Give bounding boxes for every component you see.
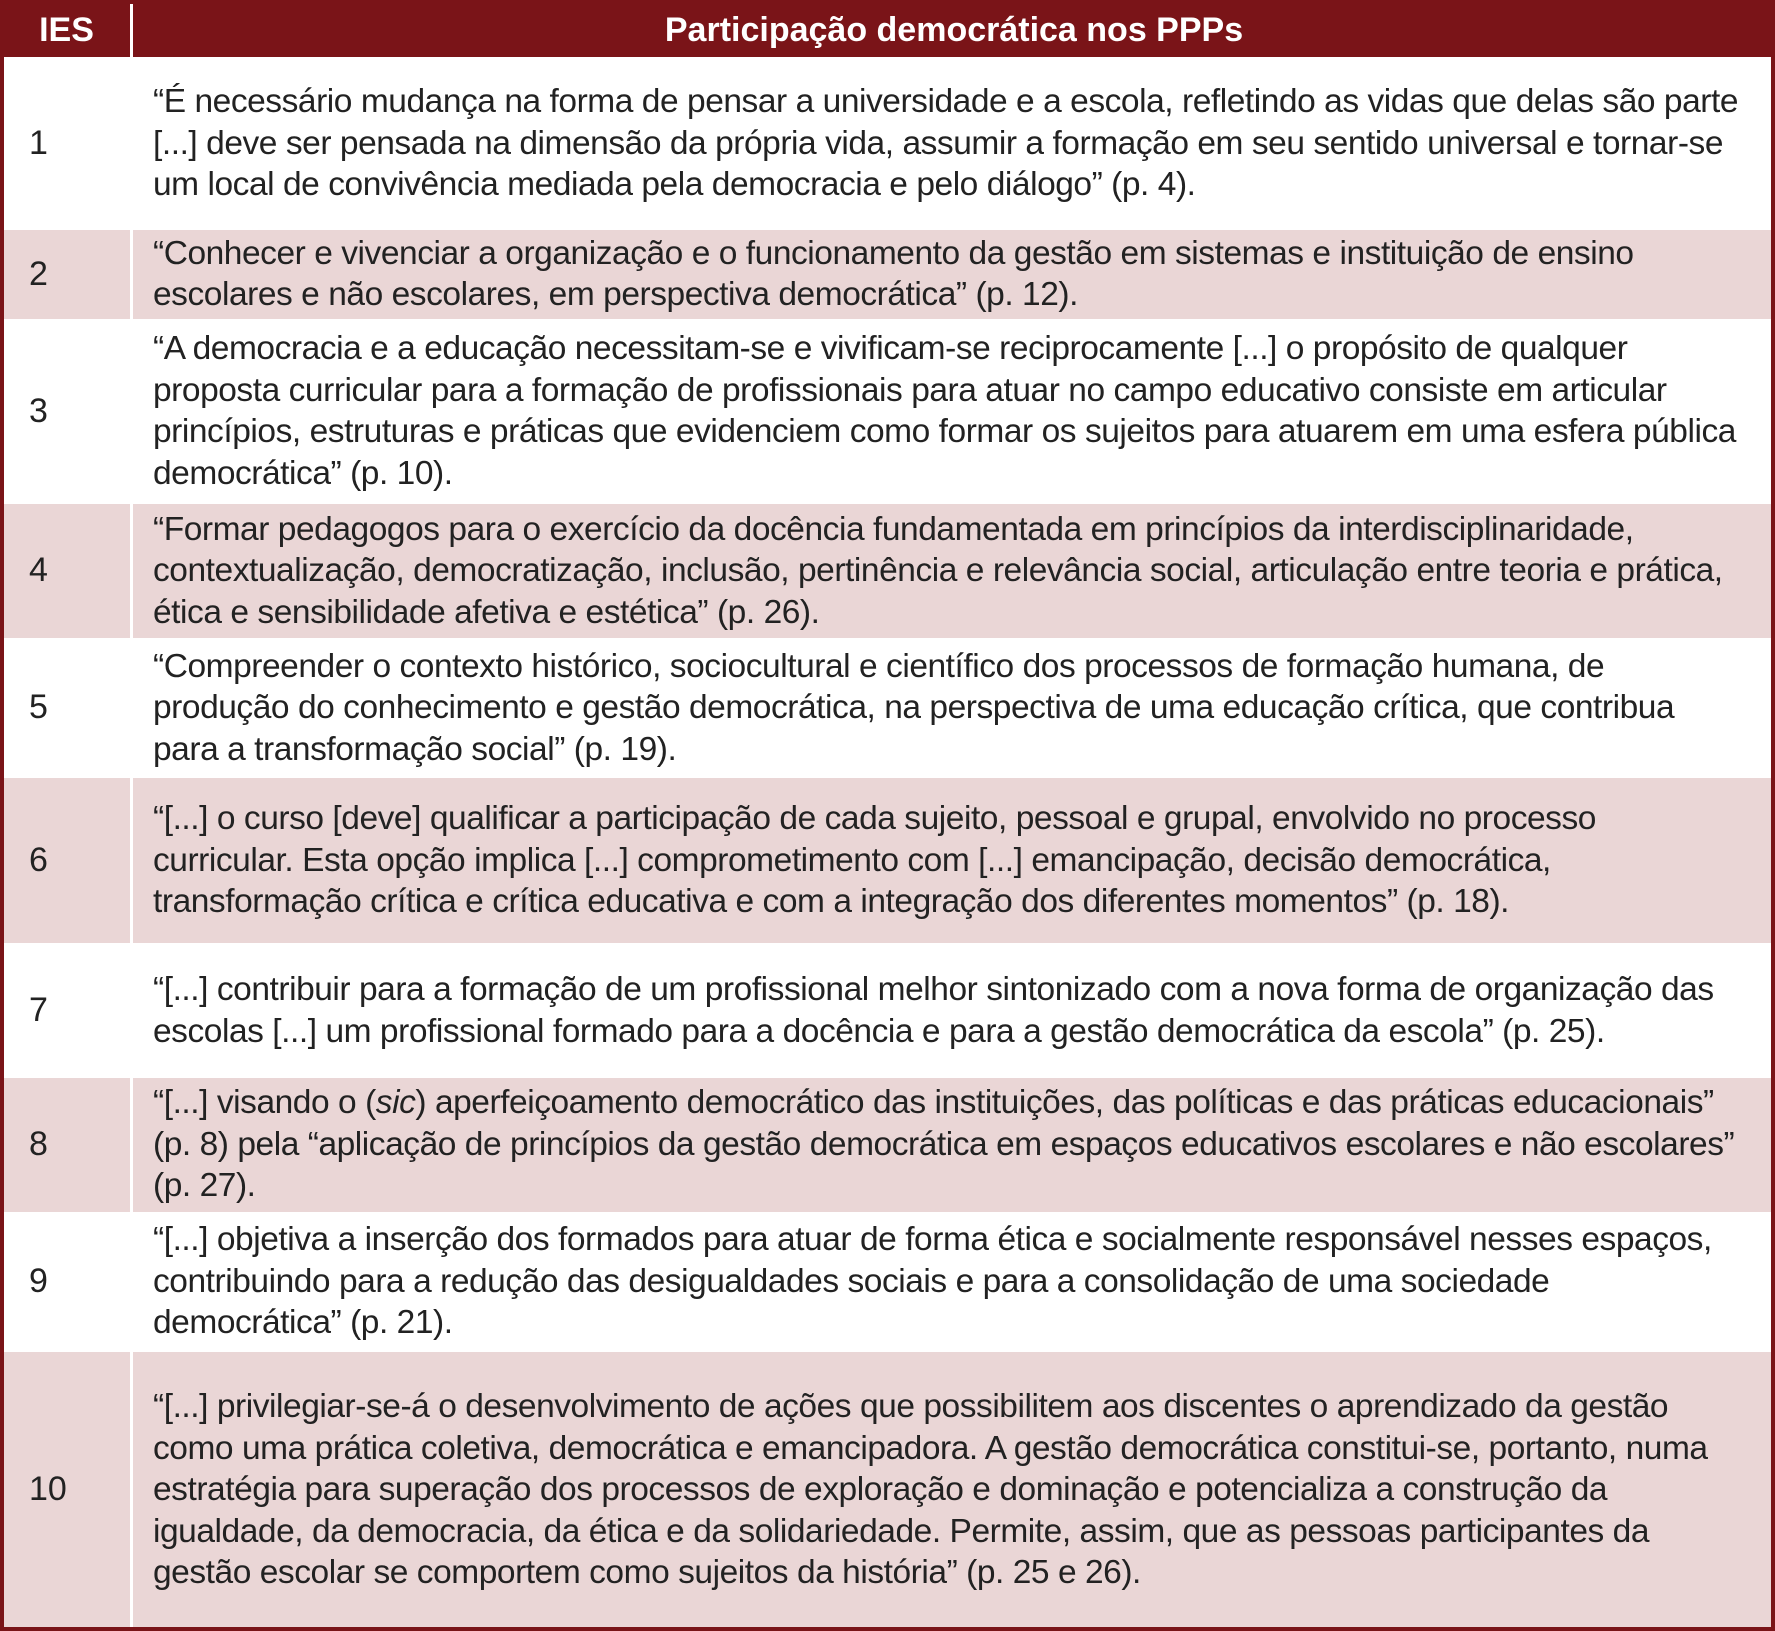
header-ies: IES [2, 2, 132, 59]
quote-cell [132, 59, 1775, 229]
quote-text: “[...] privilegiar-se-á o desenvolvimento de ações que possibilitem aos discentes o aprendizado da gestão como uma prática coletiva, democrática e emancipadora. A gestão democrática constitui-se, portanto, numa estratégia para superação dos processos de exploração e dominação e potencializa a construção da igualdade, da democracia, da ética e da solidariedade. Permite, assim, que as pessoas participantes da gestão escolar se comportem como sujeitos da história” (p. 25 e 26). [153, 1388, 1708, 1592]
table-body [2, 59, 1775, 1630]
table-row [2, 321, 1775, 503]
ies-cell: 5 [2, 639, 132, 776]
header-participacao: Participação democrática nos PPPs [132, 2, 1775, 59]
ies-cell: 2 [2, 228, 132, 320]
quote-cell [132, 502, 1775, 639]
ies-cell: 7 [2, 945, 132, 1076]
quote-text: “[...] o curso [deve] qualificar a participação de cada sujeito, pessoal e grupal, envolvido no processo curricular. Esta opção implica [...] comprometimento com [...] emancipação, decisão democrática, transformação crítica e crítica educativa e com a integração dos diferentes momentos” (p. 18). [153, 800, 1596, 921]
quote-cell [132, 1213, 1775, 1350]
quote-cell [132, 639, 1775, 776]
quote-cell [132, 321, 1775, 503]
quote-text: ) aperfeiçoamento democrático das instituições, das políticas e das práticas educacionais” (p. 8) pela “aplicação de princípios da gestão democrática em espaços educativos escolares e não escolares” (p. 27). [153, 1084, 1735, 1205]
italic-text: sic [375, 1084, 416, 1122]
quote-cell [132, 776, 1775, 945]
quote-cell [132, 228, 1775, 320]
ies-cell: 9 [2, 1213, 132, 1350]
quote-text: “Compreender o contexto histórico, sociocultural e científico dos processos de formação humana, de produção do conhecimento e gestão democrática, na perspectiva de uma educação crítica, que contribua para a transformação social” (p. 19). [153, 647, 1675, 768]
table-row [2, 776, 1775, 945]
quote-cell [132, 1076, 1775, 1213]
ies-cell: 3 [2, 321, 132, 503]
quote-text: “[...] objetiva a inserção dos formados para atuar de forma ética e socialmente responsável nesses espaços, contribuindo para a redução das desigualdades sociais e para a consolidação de uma sociedade democrática” (p. 21). [153, 1221, 1712, 1342]
table-row [2, 59, 1775, 229]
table-row [2, 228, 1775, 320]
table-row [2, 1350, 1775, 1629]
quote-text: “[...] visando o ( [153, 1084, 376, 1122]
table-row [2, 1213, 1775, 1350]
ies-cell: 10 [2, 1350, 132, 1629]
header-row [2, 2, 1775, 59]
quote-text: “É necessário mudança na forma de pensar a universidade e a escola, refletindo as vidas que delas são parte [...] deve ser pensada na dimensão da própria vida, assumir a formação em seu sentido universal e tornar-se um local de convivência mediada pela democracia e pelo diálogo” (p. 4). [153, 83, 1739, 204]
quote-text: “Conhecer e vivenciar a organização e o funcionamento da gestão em sistemas e instituição de ensino escolares e não escolares, em perspectiva democrática” (p. 12). [153, 234, 1634, 314]
quote-cell [132, 945, 1775, 1076]
quote-text: “A democracia e a educação necessitam-se e vivificam-se reciprocamente [...] o propósito de qualquer proposta curricular para a formação de profissionais para atuar no campo educativo consiste em articular princípios, estruturas e práticas que evidenciem como formar os sujeitos para atuarem em uma esfera pública democrática” (p. 10). [153, 330, 1736, 492]
ies-cell: 4 [2, 502, 132, 639]
table-row [2, 639, 1775, 776]
ies-cell: 6 [2, 776, 132, 945]
table-row [2, 502, 1775, 639]
quote-text: “Formar pedagogos para o exercício da docência fundamentada em princípios da interdisciplinaridade, contextualização, democratização, inclusão, pertinência e relevância social, articulação entre teoria e prática, ética e sensibilidade afetiva e estética” (p. 26). [153, 510, 1723, 631]
quote-cell [132, 1350, 1775, 1629]
table-row [2, 1076, 1775, 1213]
quote-text: “[...] contribuir para a formação de um profissional melhor sintonizado com a nova forma de organização das escolas [...] um profissional formado para a docência e para a gestão democrática da escola” (p. 25). [153, 971, 1714, 1050]
ies-cell: 1 [2, 59, 132, 229]
table-row [2, 945, 1775, 1076]
ies-cell: 8 [2, 1076, 132, 1213]
